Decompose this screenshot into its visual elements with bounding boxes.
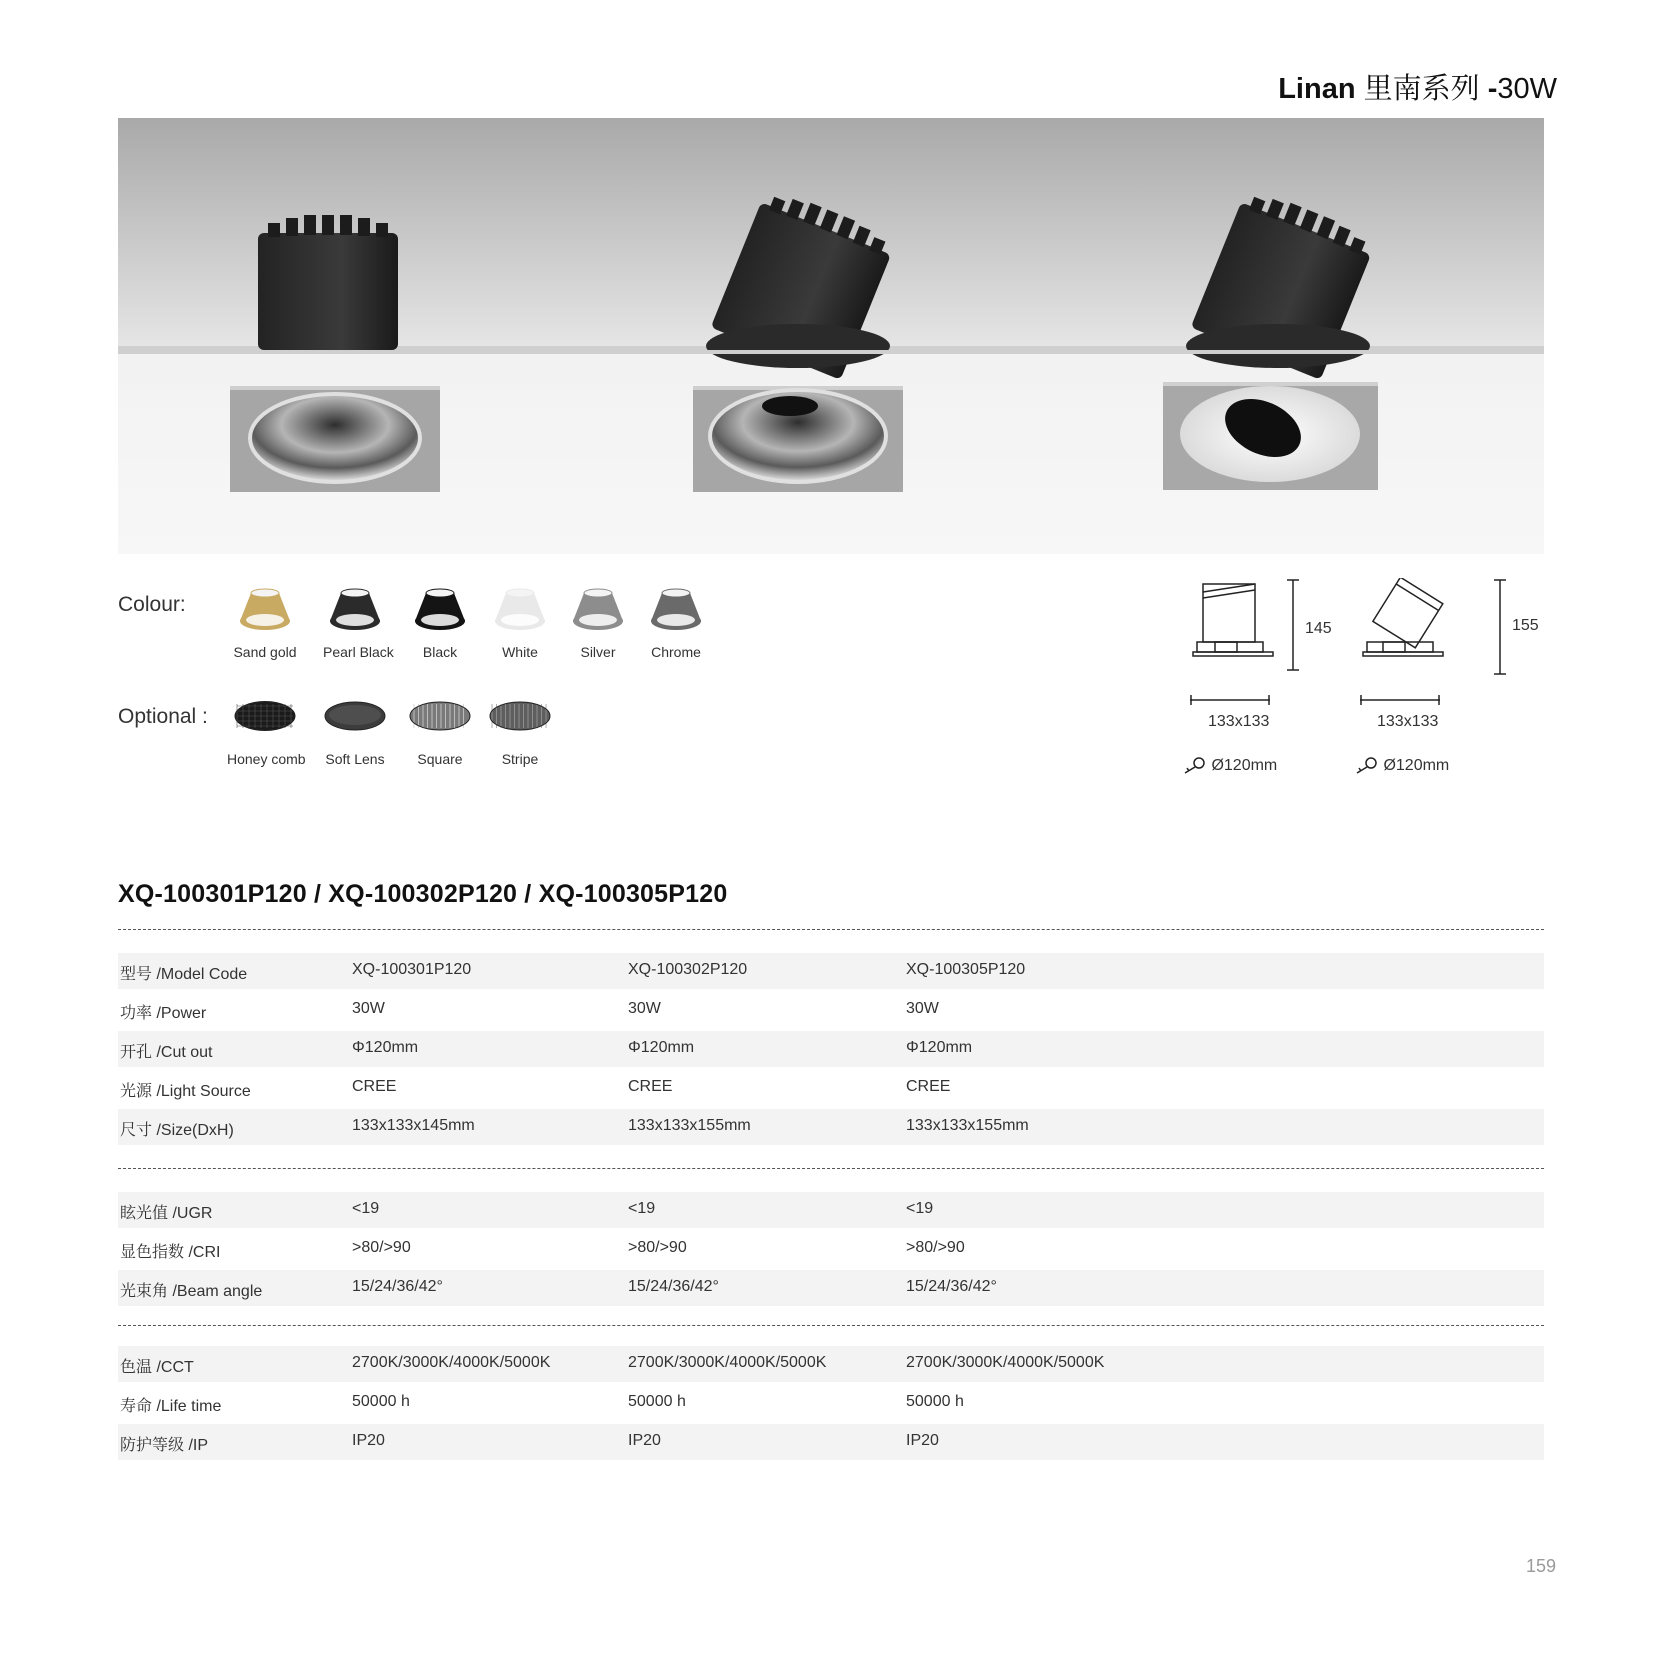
colour-swatch-label: Silver: [580, 644, 616, 660]
optional-accessory: [227, 700, 306, 767]
page-title: [1278, 66, 1557, 107]
spec-value: >80/>90: [906, 1239, 965, 1256]
spec-row: [118, 1031, 1544, 1067]
cutout-icon: [1355, 757, 1383, 774]
spec-value: >80/>90: [628, 1239, 687, 1256]
spec-row: [118, 1231, 1544, 1267]
spec-label: 功率 /Power: [120, 1005, 207, 1022]
colour-swatch: [566, 587, 630, 660]
width-dimension-line-1: [1190, 692, 1270, 702]
colour-swatch-label: Chrome: [651, 644, 701, 660]
title-power: 30W: [1497, 73, 1557, 105]
spec-value: 15/24/36/42°: [906, 1278, 997, 1295]
spec-value: 30W: [906, 1000, 939, 1017]
honeycomb-lens-icon: [233, 700, 297, 734]
spec-row: [118, 953, 1544, 989]
soft-lens-icon: [323, 700, 387, 734]
spec-value: 30W: [352, 1000, 385, 1017]
spec-label: 光束角 /Beam angle: [120, 1283, 263, 1300]
spec-value: 15/24/36/42°: [628, 1278, 719, 1295]
spec-value: IP20: [906, 1432, 939, 1449]
spec-value: <19: [352, 1200, 380, 1217]
spec-row: [118, 992, 1544, 1028]
spec-value: 133x133x155mm: [628, 1117, 751, 1134]
spec-row: [118, 1346, 1544, 1382]
spec-value: CREE: [906, 1078, 951, 1095]
grid-lens-icon: [408, 700, 472, 734]
spec-value: 50000 h: [352, 1393, 410, 1410]
colour-swatch-label: Black: [422, 644, 458, 660]
colour-swatch-label: Sand gold: [233, 644, 297, 660]
reflector-swatch-icon: [488, 587, 552, 635]
spec-value: >80/>90: [352, 1239, 411, 1256]
spec-row: [118, 1192, 1544, 1228]
optional-accessory: [482, 700, 558, 767]
spec-value: 2700K/3000K/4000K/5000K: [906, 1354, 1105, 1371]
spec-label: 色温 /CCT: [120, 1359, 194, 1376]
cutout-value-1: Ø120mm: [1211, 757, 1278, 775]
spec-label: 寿命 /Life time: [120, 1398, 222, 1415]
colour-swatch: [488, 587, 552, 660]
cutout-dimension-2: [1355, 757, 1449, 775]
page-number: 159: [1525, 1556, 1556, 1576]
spec-value: XQ-100301P120: [352, 961, 472, 978]
spec-value: 50000 h: [628, 1393, 686, 1410]
cutout-icon: [1183, 757, 1211, 774]
spec-row: [118, 1070, 1544, 1106]
spec-label: 眩光值 /UGR: [120, 1205, 213, 1222]
cutout-value-2: Ø120mm: [1383, 757, 1450, 775]
spec-value: IP20: [628, 1432, 661, 1449]
colour-swatch: [323, 587, 394, 660]
brand-name: Linan: [1278, 73, 1356, 105]
spec-value: 133x133x145mm: [352, 1117, 475, 1134]
optional-accessory-label: Soft Lens: [325, 751, 385, 767]
colour-swatch: [644, 587, 708, 660]
spec-label: 防护等级 /IP: [120, 1437, 209, 1454]
height-dimension-2: 155: [1512, 617, 1539, 634]
width-dimension-line-2: [1360, 692, 1440, 702]
reflector-swatch-icon: [323, 587, 387, 635]
spec-value: 2700K/3000K/4000K/5000K: [352, 1354, 551, 1371]
spec-label: 尺寸 /Size(DxH): [120, 1122, 234, 1139]
colour-swatch: [408, 587, 472, 660]
height-dimension-1: 145: [1305, 620, 1332, 637]
spec-value: 2700K/3000K/4000K/5000K: [628, 1354, 827, 1371]
colour-swatch-label: Pearl Black: [323, 644, 394, 660]
spec-value: IP20: [352, 1432, 385, 1449]
optional-accessory-label: Honey comb: [227, 751, 306, 767]
spec-row: [118, 1270, 1544, 1306]
product-hero-image: [118, 118, 1544, 554]
spec-label: 显色指数 /CRI: [120, 1244, 221, 1261]
reflector-swatch-icon: [644, 587, 708, 635]
optional-accessory-label: Square: [417, 751, 463, 767]
optional-accessory-label: Stripe: [501, 751, 539, 767]
spec-value: <19: [628, 1200, 656, 1217]
colour-swatch: [233, 587, 297, 660]
optional-accessory: [402, 700, 478, 767]
size-dimension-2: 133x133: [1377, 713, 1439, 730]
series-name: 里南系列: [1363, 73, 1480, 105]
cutout-dimension-1: [1183, 757, 1277, 775]
spec-row: [118, 1424, 1544, 1460]
spec-label: 型号 /Model Code: [120, 966, 248, 983]
dimension-drawing-adjustable: [1355, 578, 1525, 683]
optional-label: Optional :: [118, 705, 208, 728]
spec-value: Φ120mm: [628, 1039, 695, 1056]
colour-label: Colour:: [118, 593, 186, 616]
spec-value: CREE: [628, 1078, 673, 1095]
section-divider: [118, 929, 1544, 930]
colour-swatch-label: White: [502, 644, 538, 660]
spec-value: Φ120mm: [906, 1039, 973, 1056]
model-heading: XQ-100301P120 / XQ-100302P120 / XQ-100305P120: [118, 880, 728, 908]
spec-value: XQ-100302P120: [628, 961, 748, 978]
spec-label: 光源 /Light Source: [120, 1083, 251, 1100]
spec-value: CREE: [352, 1078, 397, 1095]
section-divider: [118, 1168, 1544, 1169]
reflector-swatch-icon: [566, 587, 630, 635]
spec-value: 30W: [628, 1000, 661, 1017]
spec-value: <19: [906, 1200, 934, 1217]
spec-value: Φ120mm: [352, 1039, 419, 1056]
spec-row: [118, 1385, 1544, 1421]
reflector-swatch-icon: [233, 587, 297, 635]
spec-label: 开孔 /Cut out: [120, 1044, 213, 1061]
size-dimension-1: 133x133: [1208, 713, 1270, 730]
reflector-swatch-icon: [408, 587, 472, 635]
section-divider: [118, 1325, 1544, 1326]
spec-value: 133x133x155mm: [906, 1117, 1029, 1134]
spec-value: XQ-100305P120: [906, 961, 1026, 978]
spec-value: 50000 h: [906, 1393, 964, 1410]
optional-accessory: [317, 700, 393, 767]
spec-row: [118, 1109, 1544, 1145]
stripe-lens-icon: [488, 700, 552, 734]
spec-value: 15/24/36/42°: [352, 1278, 443, 1295]
title-dash: -: [1487, 73, 1498, 105]
